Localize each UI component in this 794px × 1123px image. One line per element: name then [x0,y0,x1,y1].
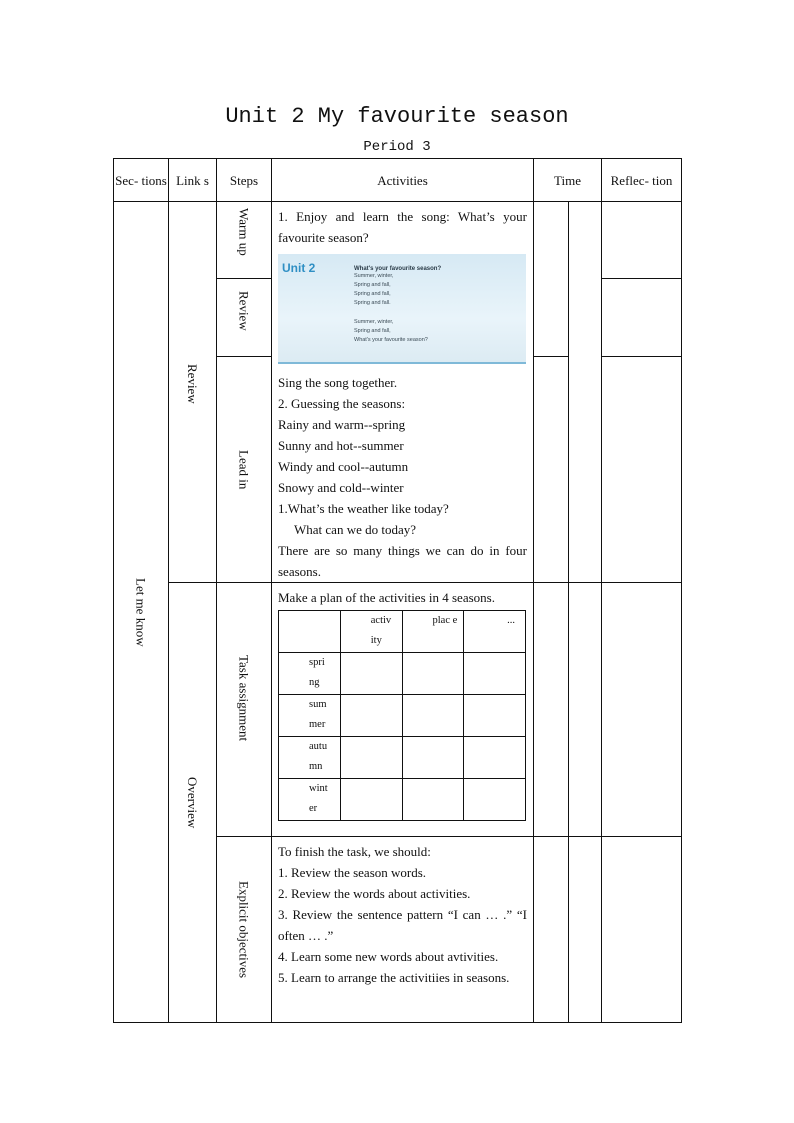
plan-cell [402,653,464,695]
guess-item: Windy and cool--autumn [278,459,409,474]
question-do-today: What can we do today? [294,522,417,537]
header-activities: Activities [272,159,534,202]
song-unit-label: Unit 2 [282,261,316,275]
step-lead-in-label: Lead in [236,449,252,490]
activity-sing: Sing the song together. [278,375,398,390]
plan-table [278,610,526,821]
time-cell [534,583,569,837]
step-warm-up-label: Warm up [236,208,252,256]
time-subcell [569,583,602,837]
plan-row-label: wint er [279,779,341,821]
objective-item: 5. Learn to arrange the activitiies in seasons. [278,970,510,985]
activity-song: 1. Enjoy and learn the song: What’s your favourite season? [278,209,527,245]
song-heading: What's your favourite season? [354,266,442,272]
song-line: Summer, winter, [354,273,394,279]
link-review-cell [169,202,217,583]
song-line: Summer, winter, [354,319,394,325]
task-intro: Make a plan of the activities in 4 seasons. [278,590,495,605]
plan-cell [340,653,402,695]
step-review-cell [217,279,272,356]
step-objectives-cell [217,837,272,1023]
plan-row-label: autu mn [279,737,341,779]
reflection-cell [602,202,682,279]
plan-cell [402,737,464,779]
review-activities-cell [272,202,534,583]
plan-header-cell: plac e [402,611,464,653]
header-time: Time [534,159,602,202]
time-subcell [569,837,602,1023]
time-subcell [569,202,602,583]
section-label: Let me know [133,577,149,647]
song-line: Spring and fall, [354,291,391,297]
period-label: Period 3 [363,139,431,155]
guess-item: Snowy and cold--winter [278,480,404,495]
reflection-cell [602,279,682,356]
step-warm-up-cell [217,202,272,279]
link-review-label: Review [185,364,200,404]
plan-header-cell [279,611,341,653]
guess-item: Rainy and warm--spring [278,417,406,432]
plan-cell [340,779,402,821]
step-objectives-label: Explicit objectives [236,880,252,979]
plan-header-cell: ... [464,611,526,653]
plan-cell [464,653,526,695]
link-overview-label: Overview [185,776,200,829]
plan-cell [340,695,402,737]
reflection-cell [602,837,682,1023]
activity-closing: There are so many things we can do in four seasons. [278,543,527,579]
header-steps: Steps [217,159,272,202]
step-task-label: Task assignment [236,655,252,742]
header-links: Link s [169,159,217,202]
objective-item: 2. Review the words about activities. [278,886,471,901]
plan-row-label: spri ng [279,653,341,695]
plan-header-cell: activ ity [340,611,402,653]
song-image [278,254,526,364]
header-reflection: Reflec- tion [602,159,682,202]
objective-item: 3. Review the sentence pattern “I can … .” “I often … .” [278,907,527,943]
time-cell [534,837,569,1023]
step-review-label: Review [236,291,252,332]
lesson-plan-table [113,158,682,1023]
plan-cell [464,695,526,737]
song-line: Spring and fall, [354,282,391,288]
plan-cell [340,737,402,779]
header-row [114,159,682,202]
objectives-intro: To finish the task, we should: [278,844,431,859]
song-line: Spring and fall. [354,300,391,306]
plan-row-label: sum mer [279,695,341,737]
question-weather: 1.What’s the weather like today? [278,501,449,516]
task-activities-cell [272,583,534,837]
reflection-cell [602,583,682,837]
plan-cell [464,737,526,779]
objectives-activities-cell [272,837,534,1023]
link-overview-cell [169,583,217,1023]
time-cell [534,356,569,582]
plan-cell [402,779,464,821]
song-line: What's your favourite season? [354,337,428,343]
plan-cell [464,779,526,821]
header-sections: Sec- tions [114,159,169,202]
step-task-cell [217,583,272,837]
reflection-cell [602,356,682,582]
step-lead-in-cell [217,356,272,582]
song-line: Spring and fall, [354,328,391,334]
section-cell [114,202,169,1023]
page-title: Unit 2 My favourite season [225,104,569,129]
time-cell [534,202,569,357]
objective-item: 1. Review the season words. [278,865,427,880]
guess-item: Sunny and hot--summer [278,438,404,453]
activity-guessing: 2. Guessing the seasons: [278,396,406,411]
objective-item: 4. Learn some new words about avtivities. [278,949,499,964]
plan-cell [402,695,464,737]
